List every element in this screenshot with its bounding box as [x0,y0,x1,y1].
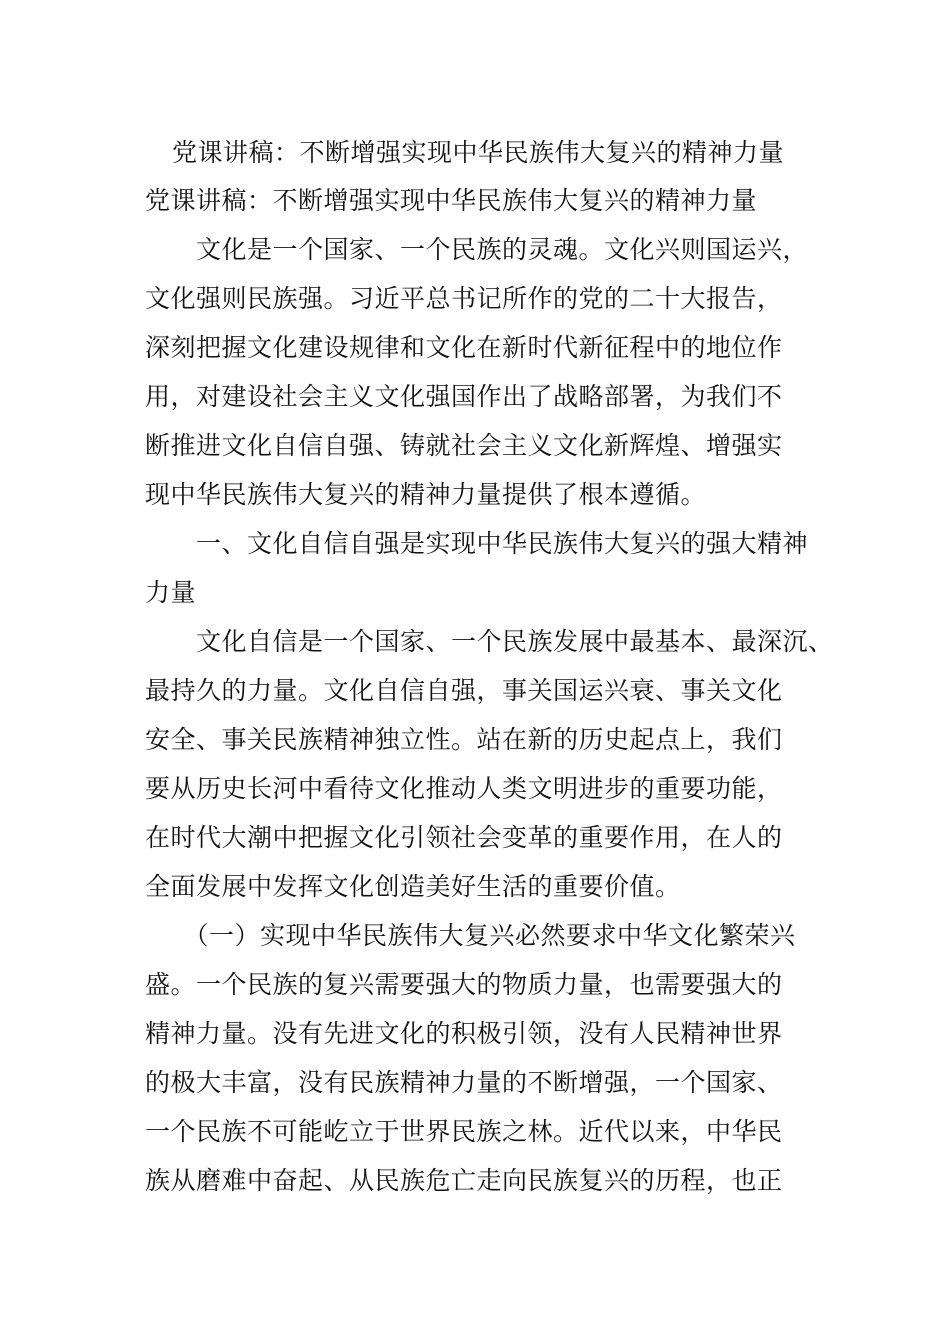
body-line: （一）实现中华民族伟大复兴必然要求中华文化繁荣兴 [145,921,796,950]
body-line: 文化是一个国家、一个民族的灵魂。文化兴则国运兴， [145,235,809,264]
body-line: 最持久的力量。文化自信自强，事关国运兴衰、事关文化 [145,676,783,705]
body-line: 盛。一个民族的复兴需要强大的物质力量，也需要强大的 [145,970,783,999]
body-line: 要从历史长河中看待文化推动人类文明进步的重要功能， [145,774,783,803]
body-line: 文化自信是一个国家、一个民族发展中最基本、最深沉、 [145,627,834,656]
body-line: 全面发展中发挥文化创造美好生活的重要价值。 [145,872,681,901]
document-title-repeat: 党课讲稿：不断增强实现中华民族伟大复兴的精神力量 [145,186,758,215]
body-line: 深刻把握文化建设规律和文化在新时代新征程中的地位作 [145,333,783,362]
body-line: 文化强则民族强。习近平总书记所作的党的二十大报告， [145,284,783,313]
body-line: 现中华民族伟大复兴的精神力量提供了根本遵循。 [145,480,707,509]
body-line: 的极大丰富，没有民族精神力量的不断增强，一个国家、 [145,1068,783,1097]
body-line: 精神力量。没有先进文化的积极引领，没有人民精神世界 [145,1019,783,1048]
document-title: 党课讲稿：不断增强实现中华民族伟大复兴的精神力量 [172,138,785,167]
body-line: 族从磨难中奋起、从民族危亡走向民族复兴的历程，也正 [145,1166,783,1195]
body-line: 一个民族不可能屹立于世界民族之林。近代以来，中华民 [145,1117,783,1146]
body-text [145,225,834,1205]
body-line: 用，对建设社会主义文化强国作出了战略部署，为我们不 [145,382,783,411]
section-heading-line: 一、文化自信自强是实现中华民族伟大复兴的强大精神 [145,529,809,558]
body-line: 在时代大潮中把握文化引领社会变革的重要作用，在人的 [145,823,783,852]
body-line: 安全、事关民族精神独立性。站在新的历史起点上，我们 [145,725,783,754]
section-heading-line: 力量 [145,578,197,607]
body-line: 断推进文化自信自强、铸就社会主义文化新辉煌、增强实 [145,431,783,460]
